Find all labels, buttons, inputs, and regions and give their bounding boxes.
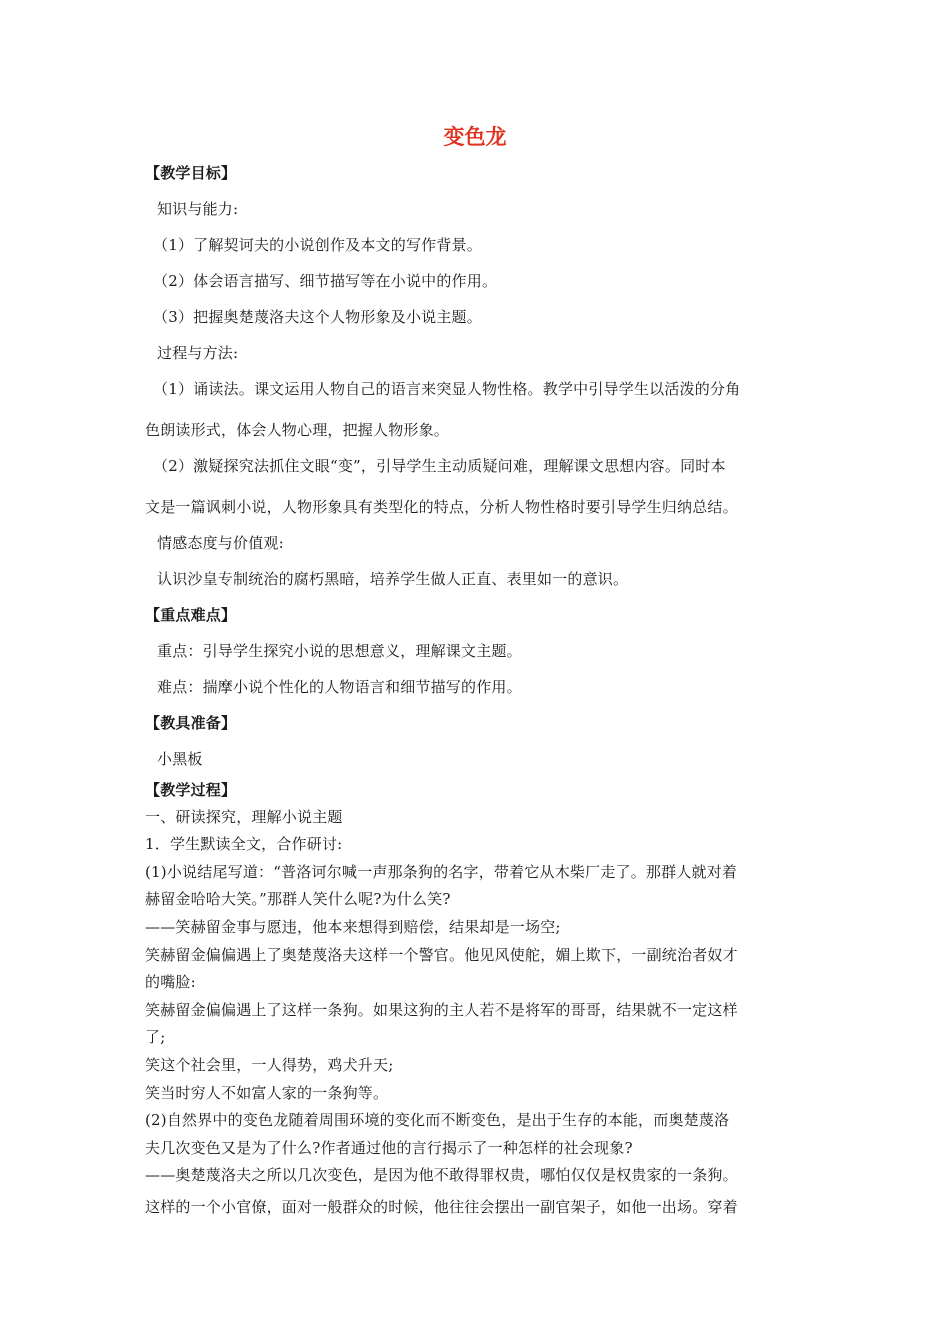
text-line: 笑赫留金偏偏遇上了这样一条狗。如果这狗的主人若不是将军的哥哥，结果就不一定这样: [145, 1001, 738, 1019]
heading-key-points: 【重点难点】: [145, 606, 237, 624]
document-title: 变色龙: [443, 125, 507, 149]
text-line: 的嘴脸:: [145, 973, 196, 991]
text-line: 认识沙皇专制统治的腐朽黑暗，培养学生做人正直、表里如一的意识。: [157, 570, 629, 588]
text-line: 情感态度与价值观:: [157, 534, 284, 552]
text-line: 小黑板: [157, 750, 203, 768]
text-line: 过程与方法:: [157, 344, 239, 362]
text-line: (2)自然界中的变色龙随着周围环境的变化而不断变色，是出于生存的本能，而奥楚蔑洛: [145, 1111, 730, 1129]
text-line: 笑赫留金偏偏遇上了奥楚蔑洛夫这样一个警官。他见风使舵，媚上欺下，一副统治者奴才: [145, 946, 738, 964]
text-line: 一、研读探究，理解小说主题: [145, 808, 343, 826]
text-line: （2）体会语言描写、细节描写等在小说中的作用。: [153, 272, 498, 290]
heading-materials: 【教具准备】: [145, 714, 237, 732]
text-line: （2）激疑探究法抓住文眼“变”，引导学生主动质疑问难，理解课文思想内容。同时本: [153, 457, 726, 475]
text-line: 1．学生默读全文，合作研讨:: [145, 835, 343, 853]
text-line: （1）了解契诃夫的小说创作及本文的写作背景。: [153, 236, 482, 254]
text-line: 文是一篇讽刺小说，人物形象具有类型化的特点，分析人物性格时要引导学生归纳总结。: [145, 498, 738, 516]
heading-teaching-goals: 【教学目标】: [145, 164, 237, 182]
text-line: 难点：揣摩小说个性化的人物语言和细节描写的作用。: [157, 678, 522, 696]
text-line: 这样的一个小官僚，面对一般群众的时候，他往往会摆出一副官架子，如他一出场。穿着: [145, 1198, 738, 1216]
text-line: 笑这个社会里，一人得势，鸡犬升天;: [145, 1056, 394, 1074]
text-line: (1)小说结尾写道：“普洛诃尔喊一声那条狗的名字，带着它从木柴厂走了。那群人就对着: [145, 863, 738, 881]
text-line: 夫几次变色又是为了什么?作者通过他的言行揭示了一种怎样的社会现象?: [145, 1139, 633, 1157]
text-line: （3）把握奥楚蔑洛夫这个人物形象及小说主题。: [153, 308, 482, 326]
text-line: 赫留金哈哈大笑。”那群人笑什么呢?为什么笑?: [145, 890, 451, 908]
text-line: 了;: [145, 1028, 166, 1046]
text-line: ——笑赫留金事与愿违，他本来想得到赔偿，结果却是一场空;: [145, 918, 561, 936]
text-line: （1）诵读法。课文运用人物自己的语言来突显人物性格。教学中引导学生以活泼的分角: [153, 380, 741, 398]
heading-teaching-process: 【教学过程】: [145, 781, 237, 799]
text-line: 笑当时穷人不如富人家的一条狗等。: [145, 1084, 389, 1102]
text-line: 色朗读形式，体会人物心理，把握人物形象。: [145, 421, 450, 439]
text-line: 知识与能力:: [157, 200, 239, 218]
text-line: 重点：引导学生探究小说的思想意义，理解课文主题。: [157, 642, 522, 660]
text-line: ——奥楚蔑洛夫之所以几次变色，是因为他不敢得罪权贵，哪怕仅仅是权贵家的一条狗。: [145, 1166, 738, 1184]
